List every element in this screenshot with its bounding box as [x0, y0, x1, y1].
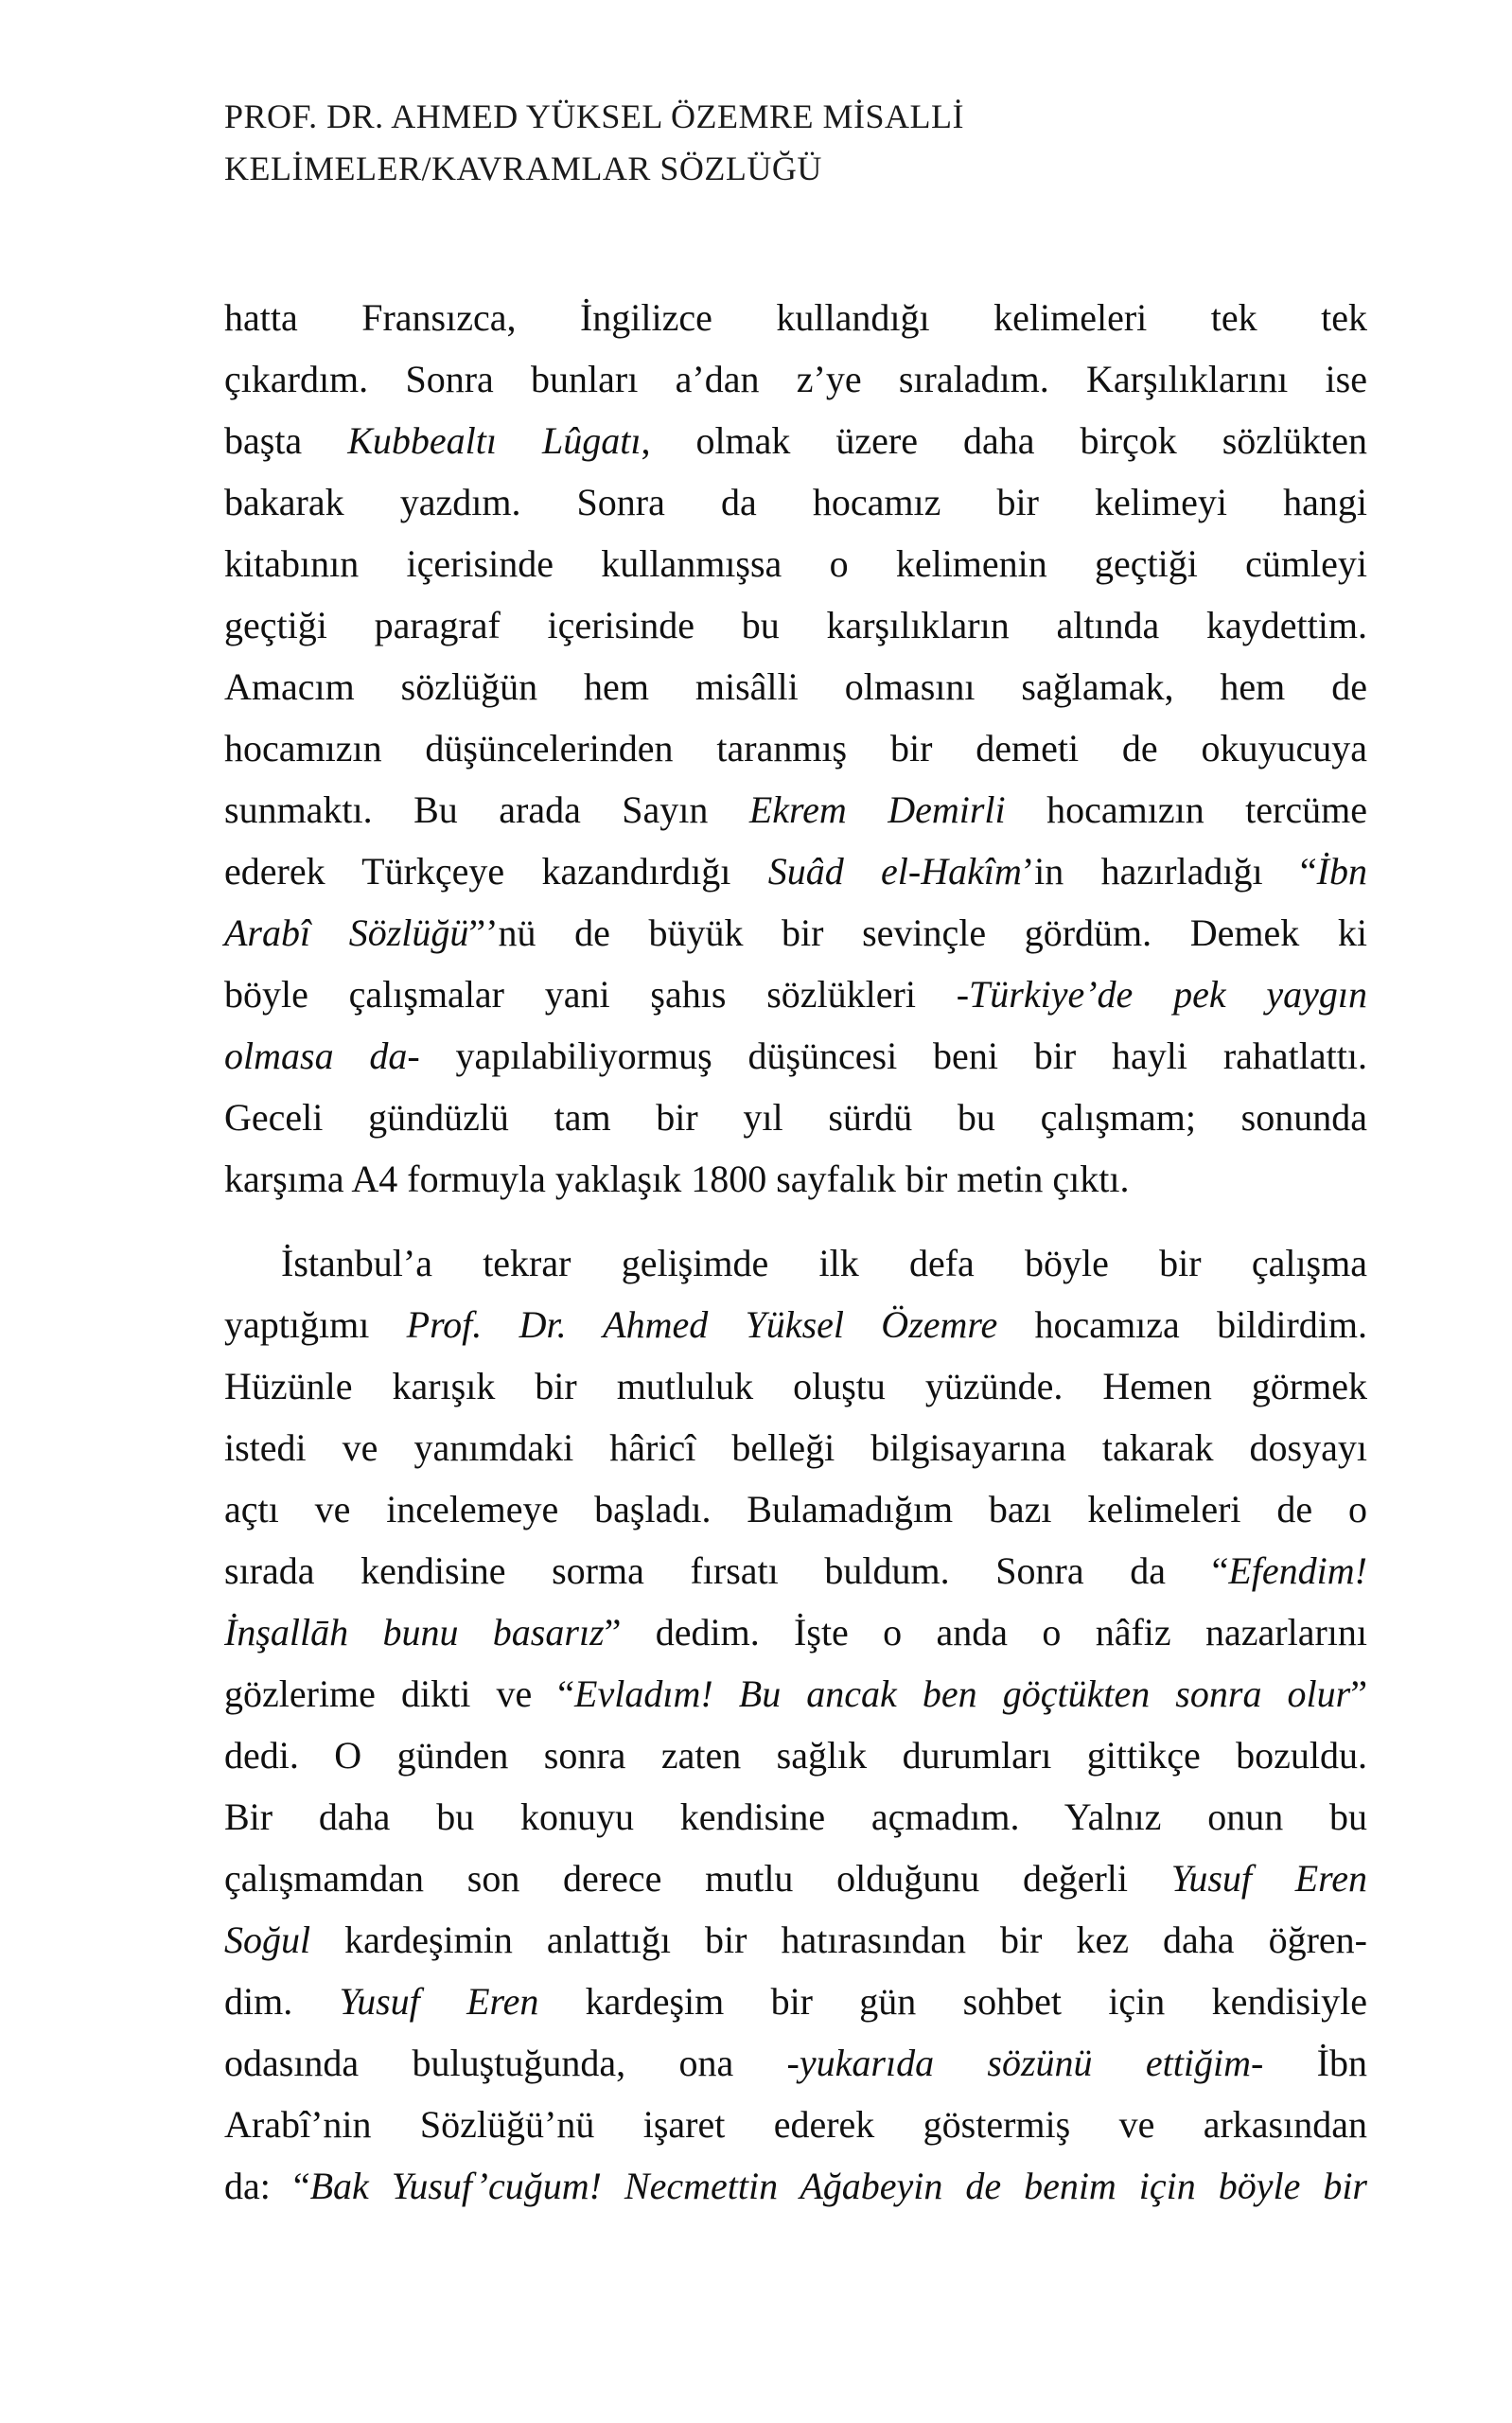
body-line — [224, 840, 1367, 902]
body-line — [224, 1025, 1367, 1087]
italic-run: Prof. Dr. Ahmed Yüksel Özemre — [406, 1303, 998, 1346]
paragraph — [224, 1232, 1367, 2217]
text-run: hocamıza bildirdim. — [997, 1303, 1367, 1346]
body-line — [224, 1478, 1367, 1540]
body-line — [224, 779, 1367, 840]
body-line — [224, 964, 1367, 1025]
text-run: dim. — [224, 1980, 340, 2023]
italic-run: Soğul — [224, 1919, 311, 1961]
body-line — [224, 902, 1367, 964]
text-run: ”’nü de büyük bir sevinçle gördüm. Demek ki — [468, 911, 1368, 954]
text-run: Amacım sözlüğün hem misâlli olmasını sağlamak, hem de — [224, 665, 1367, 708]
body-line — [224, 410, 1367, 471]
italic-run: Türkiye’de pek yaygın — [969, 973, 1367, 1016]
body-line — [224, 1294, 1367, 1355]
italic-run: Efendim! — [1228, 1549, 1367, 1592]
body-line — [224, 533, 1367, 594]
italic-run: Yusuf Eren — [1170, 1857, 1367, 1900]
text-run: açtı ve incelemeye başladı. Bulamadığım bazı kelimeleri de o — [224, 1488, 1367, 1530]
body-line — [224, 1601, 1367, 1663]
body-line — [224, 287, 1367, 348]
text-run: ederek Türkçeye kazandırdığı — [224, 850, 768, 893]
italic-run: Suâd el-Hakîm — [767, 850, 1022, 893]
body-line — [224, 2032, 1367, 2094]
text-run: bakarak yazdım. Sonra da hocamız bir kelimeyi hangi — [224, 481, 1367, 523]
italic-run: İbn — [1316, 850, 1367, 893]
text-run: böyle çalışmalar yani şahıs sözlükleri - — [224, 973, 970, 1016]
body-line — [224, 1148, 1367, 1210]
body-line — [224, 1663, 1367, 1724]
body-line — [224, 1724, 1367, 1786]
text-run: hocamızın tercüme — [1005, 788, 1367, 831]
text-run: ’in hazırladığı “ — [1021, 850, 1317, 893]
body-line — [224, 1909, 1367, 1971]
text-run: çıkardım. Sonra bunları a’dan z’ye sıraladım. Karşılıklarını ise — [224, 358, 1367, 400]
body-line — [224, 1087, 1367, 1148]
text-run: Arabî’nin Sözlüğü’nü işaret ederek göstermiş ve arkasından — [224, 2103, 1367, 2146]
italic-run: Arabî Sözlüğü — [224, 911, 469, 954]
italic-run: Evladım! Bu ancak ben göçtükten sonra olur — [574, 1672, 1351, 1715]
body-line — [224, 717, 1367, 779]
text-run: başta — [224, 419, 348, 462]
text-run: kardeşimin anlattığı bir hatırasından bir kez daha öğren- — [310, 1919, 1367, 1961]
text-run: geçtiği paragraf içerisinde bu karşılıkların altında kaydettim. — [224, 604, 1367, 646]
italic-run: Bak Yusuf’cuğum! Necmettin Ağabeyin de benim için böyle bir — [309, 2165, 1367, 2207]
text-run: hocamızın düşüncelerinden taranmış bir demeti de okuyucuya — [224, 727, 1367, 769]
body-line — [224, 1848, 1367, 1909]
text-run: istedi ve yanımdaki hâricî belleği bilgisayarına takarak dosyayı — [224, 1426, 1367, 1469]
page-body — [224, 287, 1367, 2217]
body-line — [224, 2155, 1367, 2217]
text-run: odasında buluştuğunda, ona - — [224, 2042, 800, 2084]
text-run: , olmak üzere daha birçok sözlükten — [641, 419, 1367, 462]
text-run: hatta Fransızca, İngilizce kullandığı kelimeleri tek tek — [224, 296, 1367, 339]
text-run: Bir daha bu konuyu kendisine açmadım. Yalnız onun bu — [224, 1795, 1367, 1838]
body-line — [224, 1786, 1367, 1848]
text-run: ” dedim. İşte o anda o nâfiz nazarlarını — [604, 1611, 1367, 1654]
text-run: ” — [1350, 1672, 1367, 1715]
italic-run: Yusuf Eren — [339, 1980, 539, 2023]
text-run: karşıma A4 formuyla yaklaşık 1800 sayfalık bir metin çıktı. — [224, 1158, 1130, 1200]
text-run: sunmaktı. Bu arada Sayın — [224, 788, 749, 831]
text-run: sırada kendisine sorma fırsatı buldum. Sonra da “ — [224, 1549, 1229, 1592]
text-run: çalışmamdan son derece mutlu olduğunu değerli — [224, 1857, 1171, 1900]
body-line — [224, 1971, 1367, 2032]
text-run: Geceli gündüzlü tam bir yıl sürdü bu çalışmam; sonunda — [224, 1096, 1367, 1139]
body-line — [224, 656, 1367, 717]
text-run: - yapılabiliyormuş düşüncesi beni bir hayli rahatlattı. — [407, 1035, 1367, 1077]
italic-run: olmasa da — [224, 1035, 408, 1077]
paragraph — [224, 287, 1367, 1210]
text-run: gözlerime dikti ve “ — [224, 1672, 575, 1715]
body-line — [224, 348, 1367, 410]
running-header — [224, 91, 1367, 195]
body-line — [224, 1232, 1367, 1294]
body-line — [224, 1355, 1367, 1417]
body-line — [224, 471, 1367, 533]
body-line — [224, 1540, 1367, 1601]
italic-run: Kubbealtı Lûgatı — [347, 419, 642, 462]
italic-run: Ekrem Demirli — [748, 788, 1006, 831]
italic-run: İnşallāh bunu basarız — [224, 1611, 605, 1654]
text-run: kardeşim bir gün sohbet için kendisiyle — [538, 1980, 1367, 2023]
italic-run: yukarıda sözünü ettiğim — [799, 2042, 1251, 2084]
body-line — [224, 2094, 1367, 2155]
text-run: Hüzünle karışık bir mutluluk oluştu yüzünde. Hemen görmek — [224, 1365, 1367, 1407]
text-run: dedi. O günden sonra zaten sağlık durumları gittikçe bozuldu. — [224, 1734, 1367, 1777]
running-header-line-2: KELİMELER/KAVRAMLAR SÖZLÜĞÜ — [224, 150, 822, 187]
running-header-line-1: PROF. DR. AHMED YÜKSEL ÖZEMRE MİSALLİ — [224, 97, 964, 135]
text-run: - İbn — [1251, 2042, 1367, 2084]
text-run: da: “ — [224, 2165, 310, 2207]
text-run: İstanbul’a tekrar gelişimde ilk defa böyle bir çalışma — [281, 1242, 1367, 1284]
text-run: kitabının içerisinde kullanmışsa o kelimenin geçtiği cümleyi — [224, 542, 1367, 585]
text-run: yaptığımı — [224, 1303, 407, 1346]
body-line — [224, 594, 1367, 656]
body-line — [224, 1417, 1367, 1478]
